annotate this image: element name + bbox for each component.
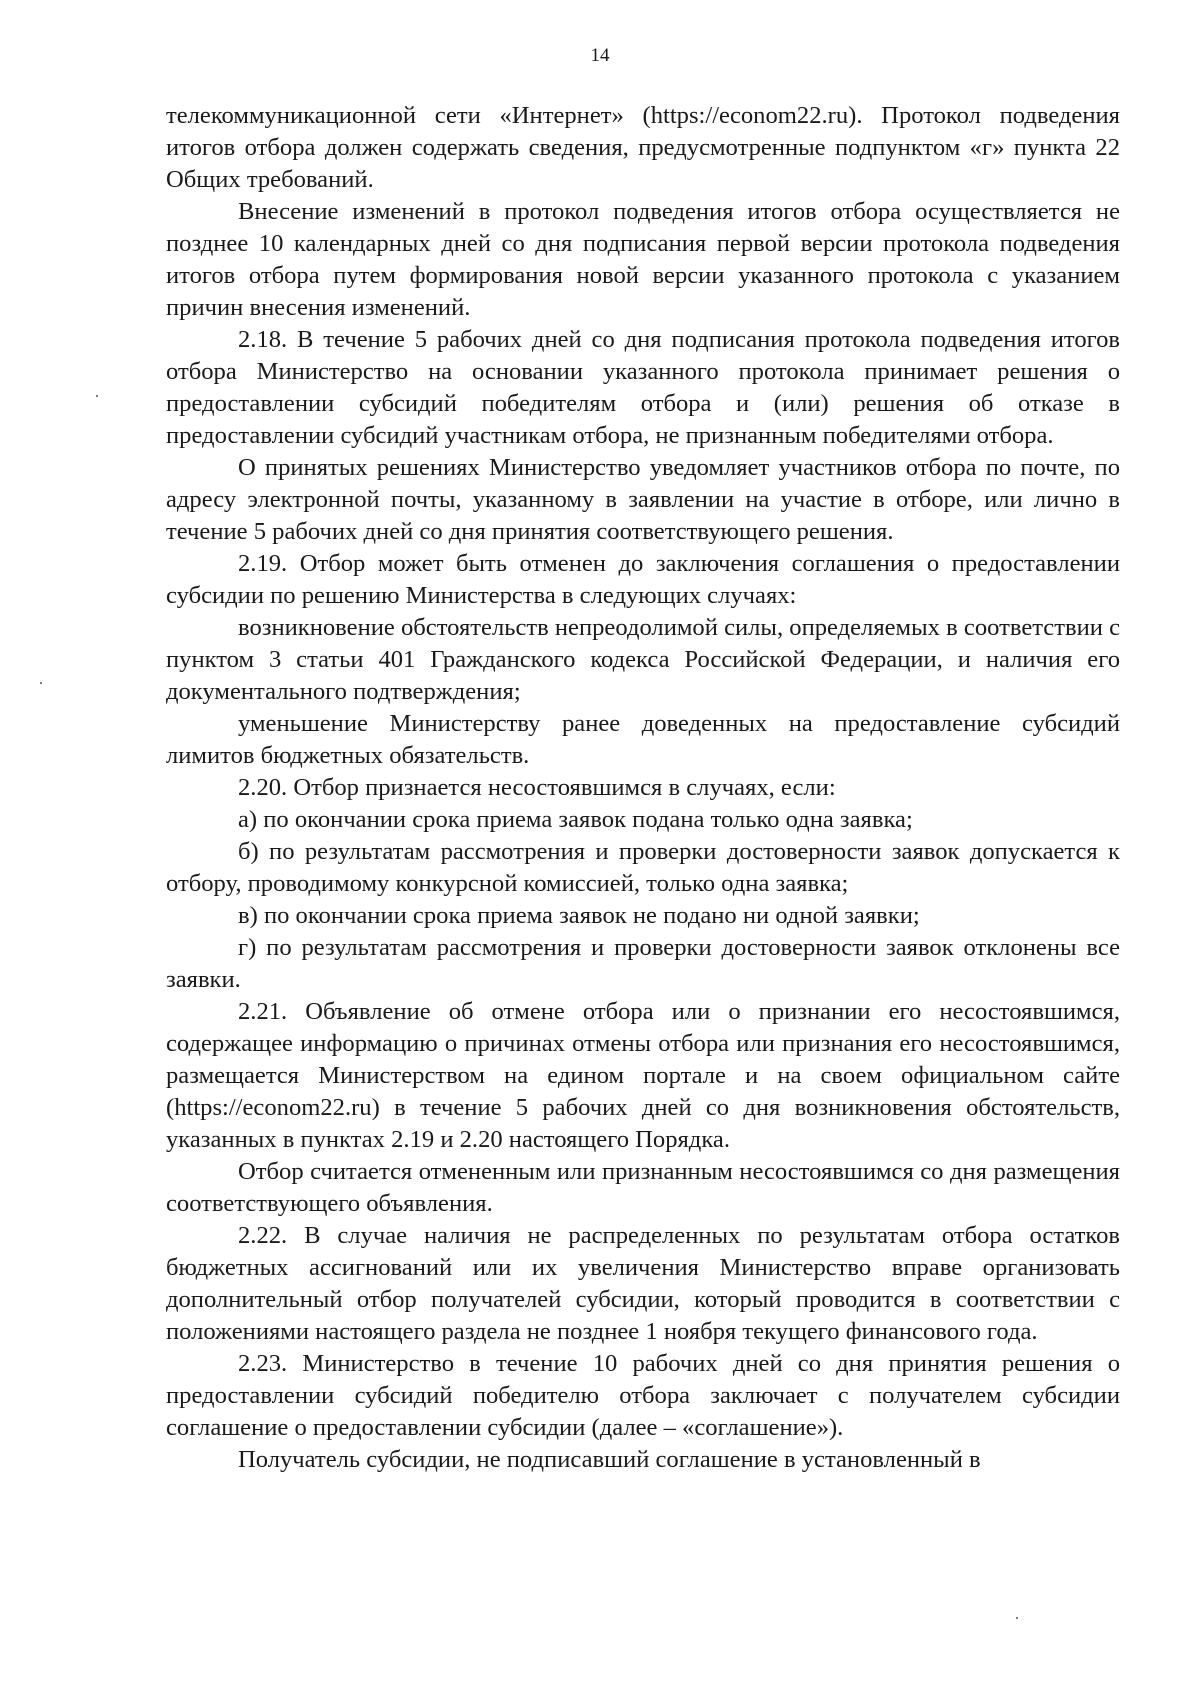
- page-number: 14: [590, 45, 610, 66]
- document-body: [166, 100, 1120, 1476]
- paragraph-recipient-unsigned: Получатель субсидии, не подписавший соглашение в установленный в: [238, 1446, 981, 1473]
- paragraph-notification: О принятых решениях Министерство уведомляет участников отбора по почте, по адресу электронной почты, указанному в заявлении на участие в отборе, или лично в течение 5 рабочих дней со дня принятия соответствующего решения.: [166, 454, 1120, 545]
- list-item-v: в) по окончании срока приема заявок не подано ни одной заявки;: [238, 902, 920, 929]
- paragraph-2-19: 2.19. Отбор может быть отменен до заключения соглашения о предоставлении субсидии по решению Министерства в следующих случаях:: [166, 550, 1120, 609]
- paragraph-limits-reduction: уменьшение Министерству ранее доведенных на предоставление субсидий лимитов бюджетных обязательств.: [166, 710, 1120, 769]
- scan-speck: [1016, 1617, 1018, 1619]
- paragraph-2-21: 2.21. Объявление об отмене отбора или о признании его несостоявшимся, содержащее информацию о причинах отмены отбора или признания его несостоявшимся, размещается Министерством на едином портале и на своем официальном сайте (https://econom22.ru) в течение 5 рабочих дней со дня возникновения обстоятельств, указанных в пунктах 2.19 и 2.20 настоящего Порядка.: [166, 998, 1120, 1153]
- scan-speck: [96, 395, 98, 397]
- list-item-g: г) по результатам рассмотрения и проверки достоверности заявок отклонены все заявки.: [166, 934, 1120, 993]
- list-item-b: б) по результатам рассмотрения и проверки достоверности заявок допускается к отбору, проводимому конкурсной комиссией, только одна заявка;: [166, 838, 1120, 897]
- list-item-a: а) по окончании срока приема заявок подана только одна заявка;: [238, 806, 913, 833]
- paragraph-protocol-changes: Внесение изменений в протокол подведения итогов отбора осуществляется не позднее 10 календарных дней со дня подписания первой версии протокола подведения итогов отбора путем формирования новой версии указанного протокола с указанием причин внесения изменений.: [166, 198, 1120, 321]
- paragraph-2-18: 2.18. В течение 5 рабочих дней со дня подписания протокола подведения итогов отбора Министерство на основании указанного протокола принимает решения о предоставлении субсидий победителям отбора и (или) решения об отказе в предоставлении субсидий участникам отбора, не признанным победителями отбора.: [166, 326, 1120, 449]
- paragraph-continuation: телекоммуникационной сети «Интернет» (https://econom22.ru). Протокол подведения итогов отбора должен содержать сведения, предусмотренные подпунктом «г» пункта 22 Общих требований.: [166, 102, 1120, 193]
- paragraph-2-22: 2.22. В случае наличия не распределенных по результатам отбора остатков бюджетных ассигнований или их увеличения Министерство вправе организовать дополнительный отбор получателей субсидии, который проводится в соответствии с положениями настоящего раздела не позднее 1 ноября текущего финансового года.: [166, 1222, 1120, 1345]
- paragraph-force-majeure: возникновение обстоятельств непреодолимой силы, определяемых в соответствии с пунктом 3 статьи 401 Гражданского кодекса Российской Федерации, и наличия его документального подтверждения;: [166, 614, 1120, 705]
- paragraph-2-20: 2.20. Отбор признается несостоявшимся в случаях, если:: [238, 774, 836, 801]
- scan-speck: [40, 682, 42, 684]
- paragraph-2-23: 2.23. Министерство в течение 10 рабочих дней со дня принятия решения о предоставлении субсидий победителю отбора заключает с получателем субсидии соглашение о предоставлении субсидии (далее – «соглашение»).: [166, 1350, 1120, 1441]
- paragraph-cancellation-effective: Отбор считается отмененным или признанным несостоявшимся со дня размещения соответствующего объявления.: [166, 1158, 1120, 1217]
